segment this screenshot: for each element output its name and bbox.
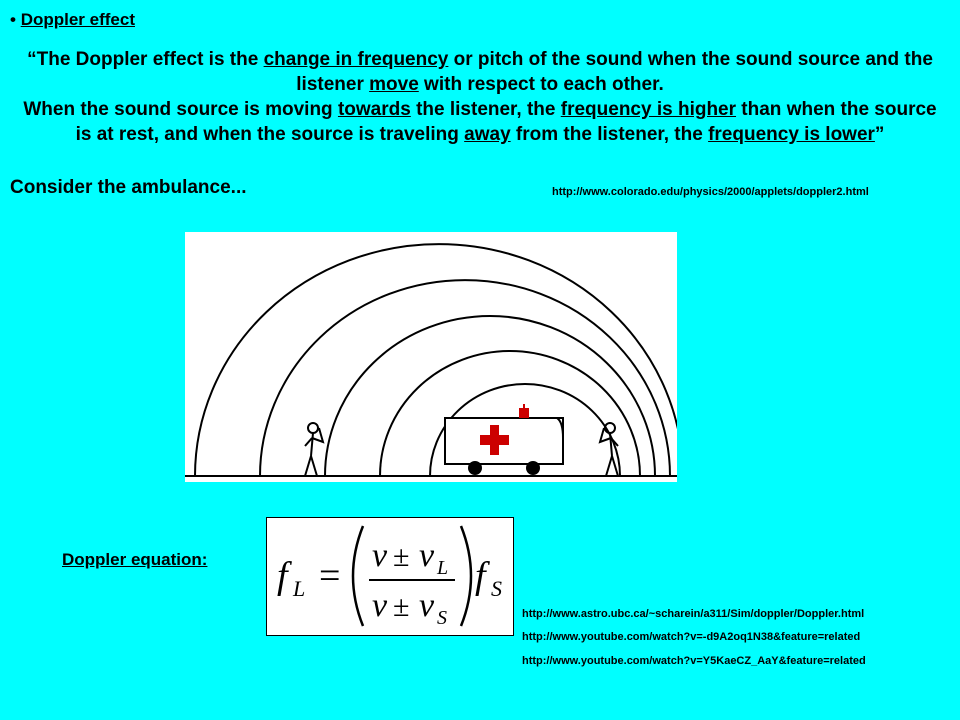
- bullet: •: [10, 10, 16, 29]
- left-paren: [353, 526, 363, 626]
- section-heading: [10, 10, 135, 30]
- rhs-f: f: [475, 555, 486, 597]
- wavefront-diagram: [185, 232, 677, 482]
- equals-sign: =: [319, 555, 341, 597]
- doppler-effect-title: Doppler effect: [20, 10, 135, 29]
- doppler-equation: [266, 517, 514, 636]
- quote-line-2: When the sound source is moving towards the listener, the frequency is higher than when the source is at rest, and when the source is traveling away from the listener, the frequency is lower”: [23, 99, 937, 145]
- lhs-f: f: [277, 555, 288, 597]
- den-v2: v: [419, 587, 435, 624]
- ambulance: [445, 404, 563, 475]
- lhs-subscript: L: [293, 576, 306, 601]
- frequency-lower: frequency is lower: [708, 124, 875, 145]
- den-pm: ±: [393, 590, 410, 623]
- youtube-link-1[interactable]: http://www.youtube.com/watch?v=-d9A2oq1N38&feature=related: [522, 631, 861, 643]
- num-subscript: L: [437, 557, 449, 579]
- equation-render: [267, 518, 513, 635]
- den-v: v: [372, 587, 388, 624]
- definition-quote: [20, 47, 940, 147]
- consider-ambulance-text: Consider the ambulance...: [10, 177, 247, 198]
- youtube-link-2[interactable]: http://www.youtube.com/watch?v=Y5KaeCZ_AaY&feature=related: [522, 655, 866, 667]
- ubc-link[interactable]: http://www.astro.ubc.ca/~scharein/a311/Sim/doppler/Doppler.html: [522, 608, 865, 620]
- doppler-equation-label: Doppler equation:: [62, 550, 208, 569]
- move-word: move: [369, 74, 419, 95]
- doppler-ambulance-illustration: [185, 232, 677, 482]
- num-v2: v: [419, 537, 435, 574]
- num-v: v: [372, 537, 388, 574]
- frequency-higher: frequency is higher: [560, 99, 737, 120]
- rear-wheel: [526, 461, 540, 475]
- towards-word: towards: [337, 99, 411, 120]
- num-pm: ±: [393, 540, 410, 573]
- right-paren: [461, 526, 471, 626]
- den-subscript: S: [437, 607, 447, 629]
- cross-horizontal: [480, 435, 509, 445]
- quote-line-1: “The Doppler effect is the change in frequency or pitch of the sound when the sound source and the listener move with respect to each other.: [27, 49, 933, 95]
- change-in-frequency: change in frequency: [263, 49, 449, 70]
- rhs-subscript: S: [491, 576, 502, 601]
- listener-left: [305, 423, 323, 476]
- siren-light: [519, 408, 529, 418]
- front-wheel: [468, 461, 482, 475]
- away-word: away: [464, 124, 511, 145]
- colorado-link[interactable]: http://www.colorado.edu/physics/2000/applets/doppler2.html: [552, 186, 869, 198]
